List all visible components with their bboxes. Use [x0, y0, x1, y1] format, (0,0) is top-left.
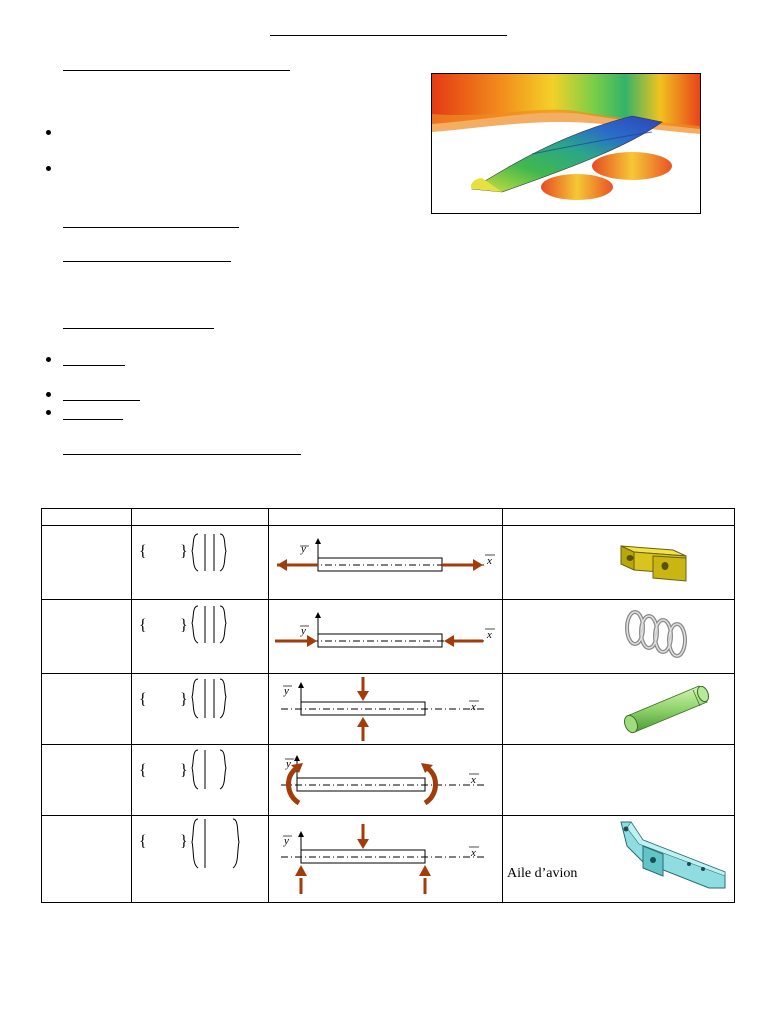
section-heading-rule-4: [63, 328, 214, 329]
x-axis-label: x: [487, 555, 492, 567]
header-cell-2: [132, 509, 269, 526]
svg-text:}: }: [180, 617, 188, 634]
example-cell: [503, 745, 735, 816]
section-heading-rule-5: [63, 454, 301, 455]
torsor-bracket-icon: [132, 526, 268, 599]
svg-text:{: {: [139, 617, 147, 634]
bullet-3: [46, 357, 51, 362]
svg-text:}: }: [180, 691, 188, 708]
list-item-rule-3: [63, 419, 123, 420]
cisaillement-diagram: [269, 674, 502, 744]
torsor-cell: [132, 745, 269, 816]
diagram-cell: [269, 745, 503, 816]
section-heading-rule-3: [63, 261, 231, 262]
svg-text:{: {: [139, 833, 147, 850]
table-row: [42, 816, 735, 903]
svg-text:}: }: [180, 762, 188, 779]
torsor-bracket-icon: [132, 674, 268, 744]
header-cell-1: [42, 509, 132, 526]
wing-stress-image: [431, 73, 701, 214]
y-axis-label: y: [301, 625, 306, 637]
svg-text:}: }: [180, 833, 188, 850]
row-name-cell: [42, 526, 132, 600]
flexion-diagram: [269, 816, 502, 902]
y-axis-label: y: [284, 685, 289, 697]
row-name-cell: [42, 745, 132, 816]
green-pin-image: [503, 674, 734, 744]
table-header-row: [42, 509, 735, 526]
diagram-cell: [269, 674, 503, 745]
header-cell-3: [269, 509, 503, 526]
svg-text:{: {: [139, 762, 147, 779]
torsor-bracket-icon: [132, 816, 268, 902]
header-cell-4: [503, 509, 735, 526]
list-item-rule-1: [63, 365, 125, 366]
torsor-cell: [132, 816, 269, 903]
row-name-cell: [42, 600, 132, 674]
x-axis-label: x: [471, 847, 476, 859]
yellow-bracket-image: [503, 526, 734, 599]
document-title-rule: [270, 35, 507, 36]
example-cell: [503, 674, 735, 745]
x-axis-label: x: [471, 701, 476, 713]
example-cell: [503, 600, 735, 674]
example-cell: [503, 526, 735, 600]
table-row: [42, 674, 735, 745]
y-axis-label: y: [284, 835, 289, 847]
section-heading-rule-2: [63, 227, 239, 228]
blue-lever-image: [503, 816, 734, 902]
svg-text:{: {: [139, 543, 147, 560]
torsor-cell: [132, 674, 269, 745]
row-name-cell: [42, 816, 132, 903]
bullet-5: [46, 410, 51, 415]
bullet-2: [46, 166, 51, 171]
x-axis-label: x: [471, 774, 476, 786]
y-axis-label: y: [286, 758, 291, 770]
x-axis-label: x: [487, 629, 492, 641]
compression-diagram: [269, 600, 502, 673]
traction-diagram: [269, 526, 502, 599]
torsor-bracket-icon: [132, 745, 268, 815]
spring-image: [503, 600, 734, 673]
svg-text:{: {: [139, 691, 147, 708]
solicitations-table: [41, 508, 735, 903]
torsor-cell: [132, 526, 269, 600]
bullet-4: [46, 392, 51, 397]
diagram-cell: [269, 526, 503, 600]
svg-text:}: }: [180, 543, 188, 560]
row-name-cell: [42, 674, 132, 745]
torsor-bracket-icon: [132, 600, 268, 673]
section-heading-rule-1: [63, 70, 290, 71]
y-axis-label: y: [301, 543, 306, 555]
table-row: [42, 526, 735, 600]
bullet-1: [46, 130, 51, 135]
example-caption: Aile d’avion: [507, 866, 578, 881]
example-cell: [503, 816, 735, 903]
diagram-cell: [269, 816, 503, 903]
torsor-cell: [132, 600, 269, 674]
list-item-rule-2: [63, 400, 140, 401]
table-row: [42, 745, 735, 816]
table-row: [42, 600, 735, 674]
diagram-cell: [269, 600, 503, 674]
torsion-diagram: [269, 745, 502, 815]
